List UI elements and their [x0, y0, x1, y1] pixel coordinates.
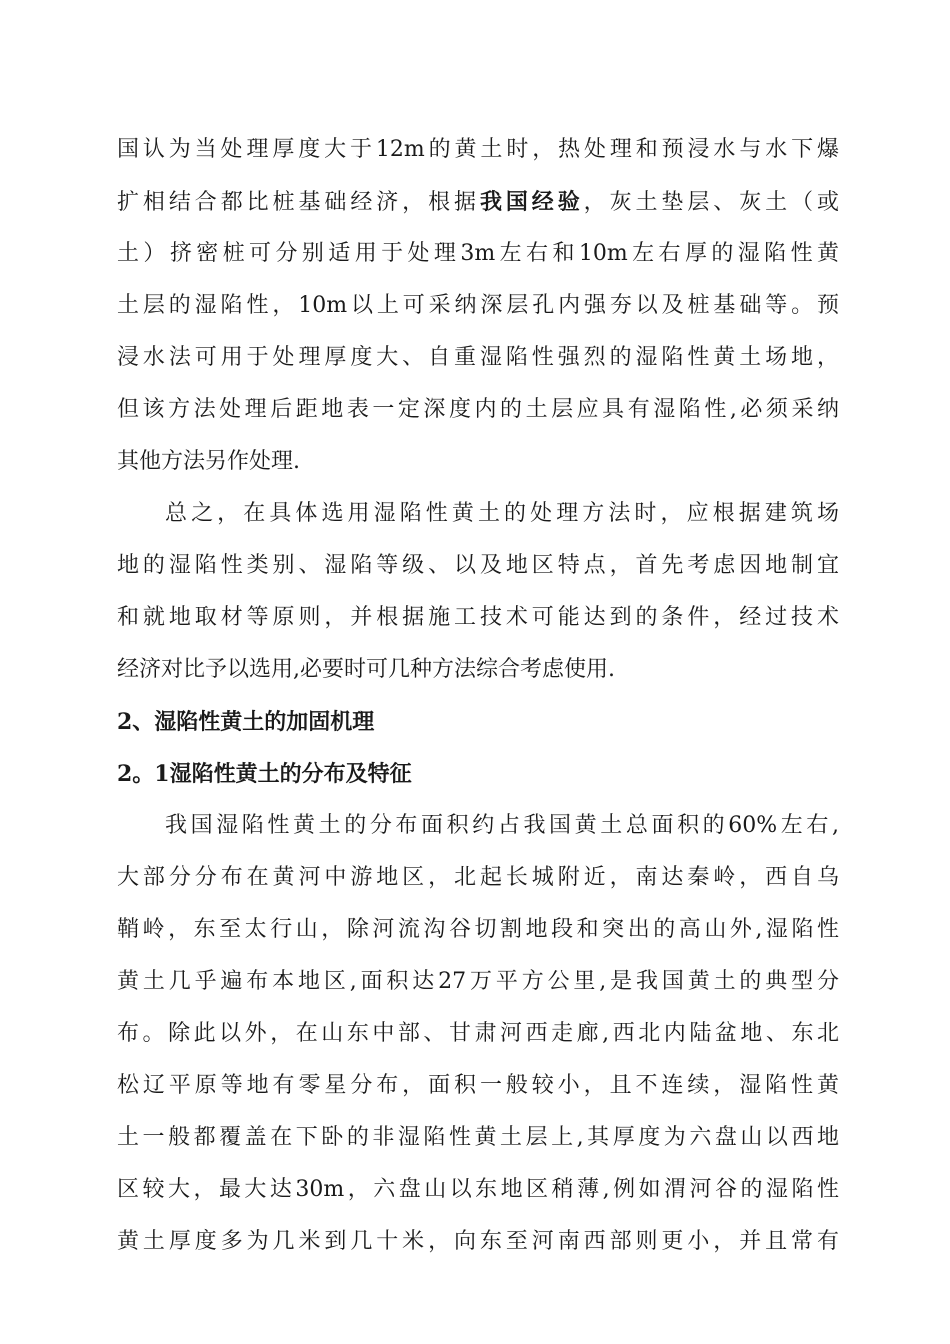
- text-line: 我国湿陷性黄土的分布面积约占我国黄土总面积的60%左右,: [165, 813, 839, 838]
- text-line: 区较大，最大达30m，六盘山以东地区稍薄,例如渭河谷的湿陷性: [117, 1177, 839, 1202]
- text-line: 鞘岭，东至太行山，除河流沟谷切割地段和突出的高山外,湿陷性: [117, 917, 839, 942]
- text-line: 黄土几乎遍布本地区,面积达27万平方公里,是我国黄土的典型分: [117, 969, 839, 994]
- text-line: 黄土厚度多为几米到几十米，向东至河南西部则更小，并且常有: [117, 1229, 839, 1254]
- text-line: 土一般都覆盖在下卧的非湿陷性黄土层上,其厚度为六盘山以西地: [117, 1125, 839, 1150]
- text-line: 浸水法可用于处理厚度大、自重湿陷性强烈的湿陷性黄土场地，: [117, 345, 839, 370]
- text-span: ，灰土垫层、灰土（或: [583, 190, 839, 215]
- document-body: [117, 124, 839, 1268]
- paragraph-treatment-methods: [117, 124, 839, 488]
- text-line: 地的湿陷性类别、湿陷等级、以及地区特点，首先考虑因地制宜: [117, 553, 839, 578]
- text-line: 经济对比予以选用,必要时可几种方法综合考虑使用.: [117, 657, 615, 682]
- text-line: 国认为当处理厚度大于12m的黄土时，热处理和预浸水与水下爆: [117, 137, 839, 162]
- text-line: 土层的湿陷性，10m以上可采纳深层孔内强夯以及桩基础等。预: [117, 293, 839, 318]
- text-line: 松辽平原等地有零星分布，面积一般较小，且不连续，湿陷性黄: [117, 1073, 839, 1098]
- bold-emphasis: 我国经验: [479, 189, 584, 215]
- paragraph-distribution: [117, 800, 839, 1268]
- text-line: 其他方法另作处理.: [117, 449, 300, 474]
- text-span: 扩相结合都比桩基础经济，根据: [117, 190, 480, 215]
- text-line: 布。除此以外，在山东中部、甘肃河西走廊,西北内陆盆地、东北: [117, 1021, 839, 1046]
- text-line: [117, 176, 839, 228]
- text-line: 但该方法处理后距地表一定深度内的土层应具有湿陷性,必须采纳: [117, 397, 839, 422]
- text-line: 大部分分布在黄河中游地区，北起长城附近，南达秦岭，西自乌: [117, 865, 839, 890]
- subsection-heading: 2。1湿陷性黄土的分布及特征: [117, 761, 412, 787]
- text-line: 和就地取材等原则，并根据施工技术可能达到的条件，经过技术: [117, 605, 839, 630]
- section-heading: 2、湿陷性黄土的加固机理: [117, 709, 375, 735]
- text-line: 土）挤密桩可分别适用于处理3m左右和10m左右厚的湿陷性黄: [117, 241, 839, 266]
- paragraph-summary: [117, 488, 839, 696]
- text-line: 总之，在具体选用湿陷性黄土的处理方法时，应根据建筑场: [165, 501, 839, 526]
